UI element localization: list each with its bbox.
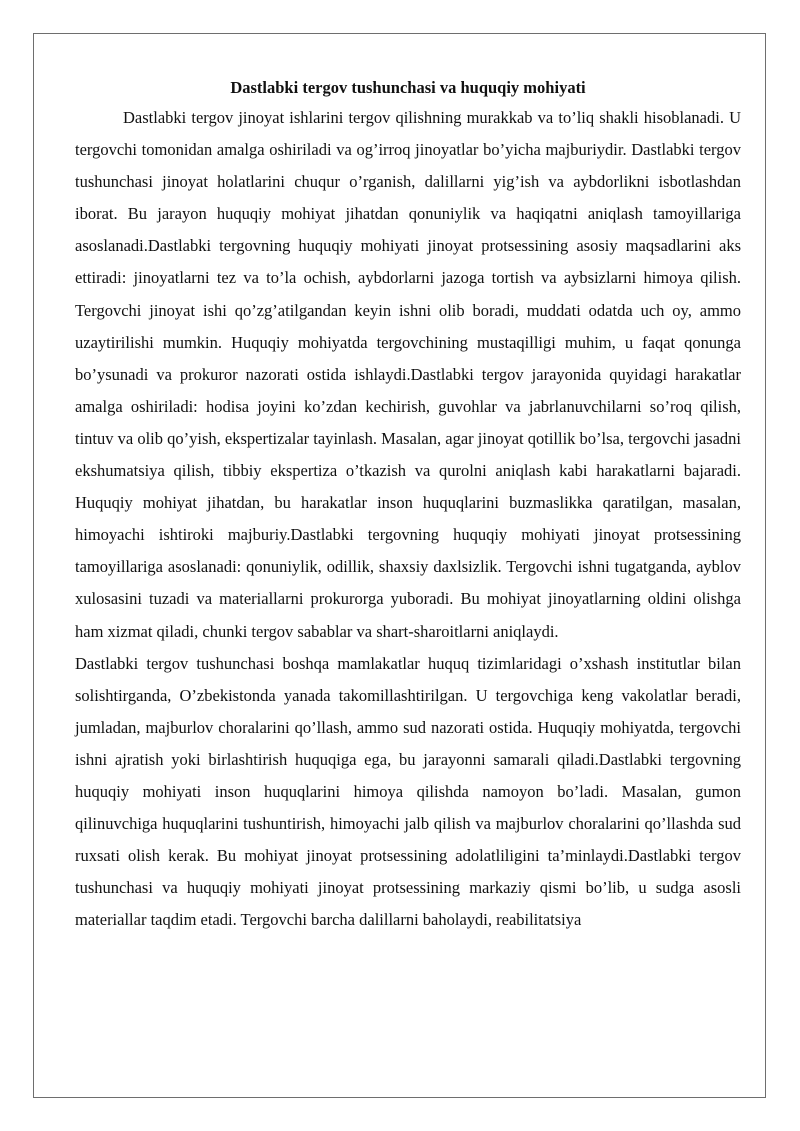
document-title: Dastlabki tergov tushunchasi va huquqiy mohiyati [230, 78, 586, 97]
document-body [75, 73, 741, 936]
paragraph-2: Dastlabki tergov tushunchasi boshqa mamlakatlar huquq tizimlaridagi o’xshash institutlar bilan solishtirganda, O’zbekistonda yanada takomillashtirilgan. U tergovchiga keng vakolatlar beradi, jumladan, majburlov choralarini qo’llash, ammo sud nazorati ostida. Huquqiy mohiyatda, tergovchi ishni ajratish yoki birlashtirish huquqiga ega, bu jarayonni samarali qiladi.Dastlabki tergovning huquqiy mohiyati inson huquqlarini himoya qilishda namoyon bo’ladi. Masalan, gumon qilinuvchiga huquqlarini tushuntirish, himoyachi jalb qilish va majburlov choralarini qo’llashda sud ruxsati olish kerak. Bu mohiyat jinoyat protsessining adolatliligini ta’minlaydi.Dastlabki tergov tushunchasi va huquqiy mohiyati jinoyat protsessining markaziy qismi bo’lib, u sudga asosli materiallar taqdim etadi. Tergovchi barcha dalillarni baholaydi, reabilitatsiya [75, 653, 741, 930]
paragraph-1: Dastlabki tergov jinoyat ishlarini tergov qilishning murakkab va to’liq shakli hisoblanadi. U tergovchi tomonidan amalga oshiriladi va og’irroq jinoyatlar bo’yicha majburiydir. Dastlabki tergov tushunchasi jinoyat holatlarini chuqur o’rganish, dalillarni yig’ish va aybdorlikni isbotlashdan iborat. Bu jarayon huquqiy mohiyat jihatdan qonuniylik va haqiqatni aniqlash tamoyillariga asoslanadi.Dastlabki tergovning huquqiy mohiyati jinoyat protsessining asosiy maqsadlarini aks ettiradi: jinoyatlarni tez va to’la ochish, aybdorlarni jazoga tortish va aybsizlarni himoya qilish. Tergovchi jinoyat ishi qo’zg’atilgandan keyin ishni olib boradi, muddati odatda uch oy, ammo uzaytirilishi mumkin. Huquqiy mohiyatda tergovchining mustaqilligi muhim, u faqat qonunga bo’ysunadi va prokuror nazorati ostida ishlaydi.Dastlabki tergov jarayonida quyidagi harakatlar amalga oshiriladi: hodisa joyini ko’zdan kechirish, guvohlar va jabrlanuvchilarni so’roq qilish, tintuv va olib qo’yish, ekspertizalar tayinlash. Masalan, agar jinoyat qotillik bo’lsa, tergovchi jasadni ekshumatsiya qilish, tibbiy ekspertiza o’tkazish va qurolni aniqlash kabi harakatlarni bajaradi. Huquqiy mohiyat jihatdan, bu harakatlar inson huquqlarini buzmaslikka qaratilgan, masalan, himoyachi ishtiroki majburiy.Dastlabki tergovning huquqiy mohiyati jinoyat protsessining tamoyillariga asoslanadi: qonuniylik, odillik, shaxsiy daxlsizlik. Tergovchi ishni tugatganda, ayblov xulosasini tuzadi va materiallarni prokurorga yuboradi. Bu mohiyat jinoyatlarning oldini olishga ham xizmat qiladi, chunki tergov sabablar va shart-sharoitlarni aniqlaydi. [75, 108, 741, 641]
